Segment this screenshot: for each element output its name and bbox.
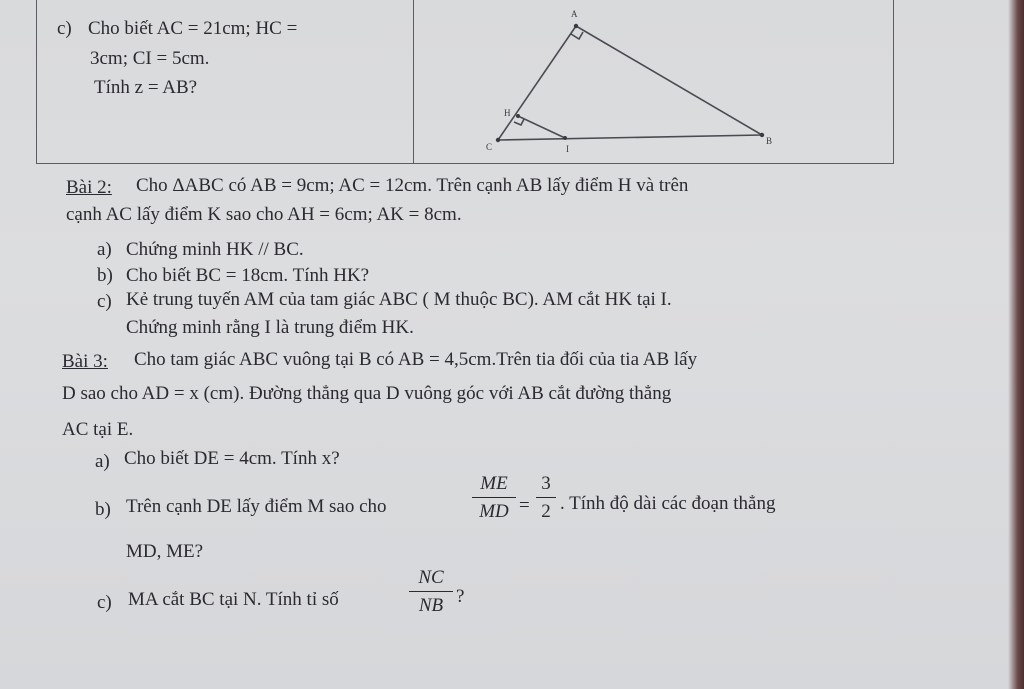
bai3-b-pre: Trên cạnh DE lấy điểm M sao cho [126, 496, 387, 517]
table-c-line3: Tính z = AB? [94, 77, 198, 98]
segment-cb [498, 135, 762, 140]
right-angle-mark-a [571, 32, 583, 39]
point-b [760, 133, 764, 137]
fraction-me-md-denominator: MD [479, 501, 509, 522]
table-c-line2: 3cm; CI = 5cm. [90, 48, 210, 69]
bai3-b-label: b) [95, 499, 111, 520]
fraction-nc-nb-numerator: NC [418, 567, 444, 588]
point-h [516, 114, 520, 118]
bai2-line1: Cho ΔABC có AB = 9cm; AC = 12cm. Trên cạnh AB lấy điểm H và trên [136, 175, 689, 196]
fraction-nc-nb [409, 568, 453, 615]
label-b: B [766, 136, 773, 146]
right-angle-mark-h [514, 119, 524, 125]
label-i: I [566, 144, 569, 154]
bai3-a-text: Cho biết DE = 4cm. Tính x? [124, 448, 340, 469]
bai2-title: Bài 2: [66, 177, 112, 198]
segment-hi [518, 116, 565, 138]
point-c [496, 138, 500, 142]
fraction-me-md [472, 474, 516, 521]
bai3-line3: AC tại E. [62, 419, 134, 440]
bai3-line1: Cho tam giác ABC vuông tại B có AB = 4,5cm.Trên tia đối của tia AB lấy [134, 349, 698, 370]
bai3-line2: D sao cho AD = x (cm). Đường thẳng qua D vuông góc với AB cắt đường thẳng [62, 383, 672, 404]
bai3-b-line2: MD, ME? [126, 541, 204, 562]
label-c: C [486, 142, 493, 152]
bai2-c-text: Kẻ trung tuyến AM của tam giác ABC ( M thuộc BC). AM cắt HK tại I. [126, 289, 672, 310]
bai2-b-label: b) [97, 265, 113, 286]
bai2-c-line2: Chứng minh rằng I là trung điểm HK. [126, 317, 414, 338]
fraction-bar [472, 497, 516, 498]
bai3-a-label: a) [95, 451, 110, 472]
bai2-c-label: c) [97, 291, 112, 312]
bai3-c-post: ? [456, 586, 465, 607]
bai3-c-label: c) [97, 592, 112, 613]
bai2-a-text: Chứng minh HK // BC. [126, 239, 304, 260]
label-h: H [504, 108, 511, 118]
fraction-3-2-numerator: 3 [541, 473, 551, 494]
bai3-c-pre: MA cắt BC tại N. Tính tỉ số [128, 589, 339, 610]
fraction-3-2 [536, 474, 556, 521]
segment-ca [498, 26, 576, 140]
bai2-a-label: a) [97, 239, 112, 260]
bai3-title: Bài 3: [62, 351, 108, 372]
fraction-nc-nb-denominator: NB [418, 595, 444, 616]
fraction-bar [409, 591, 453, 592]
table-c-line1: Cho biết AC = 21cm; HC = [88, 18, 298, 39]
bai2-b-text: Cho biết BC = 18cm. Tính HK? [126, 265, 370, 286]
fraction-me-md-numerator: ME [480, 473, 508, 494]
bai3-b-equals: = [519, 495, 530, 516]
segment-ab [576, 26, 762, 135]
point-a [574, 24, 578, 28]
bai2-line2: cạnh AC lấy điểm K sao cho AH = 6cm; AK = 8cm. [66, 204, 462, 225]
label-a: A [571, 9, 578, 19]
fraction-bar [536, 497, 556, 498]
page-edge-shadow [1008, 0, 1024, 689]
fraction-3-2-denominator: 2 [541, 501, 551, 522]
bai3-b-post: . Tính độ dài các đoạn thẳng [560, 493, 776, 514]
point-i [563, 136, 567, 140]
table-c-label: c) [57, 18, 72, 39]
triangle-diagram [470, 4, 790, 160]
table-divider [413, 0, 414, 164]
